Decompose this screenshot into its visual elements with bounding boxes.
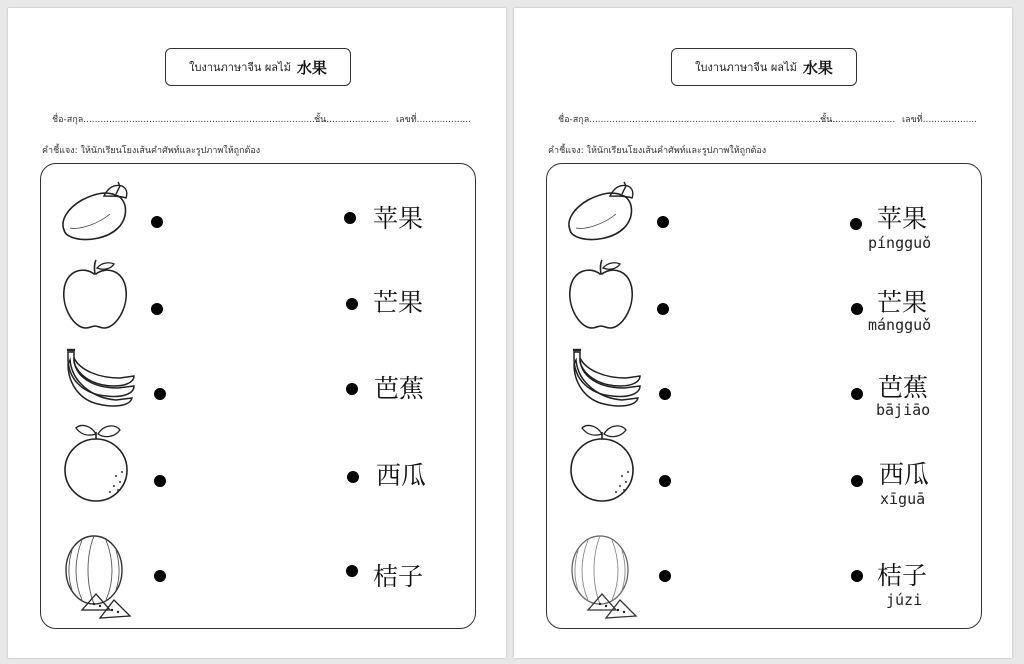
name-field: ชื่อ-สกุล....................................................................................... — [558, 115, 839, 125]
word-dot — [851, 475, 863, 487]
word-dot — [344, 212, 356, 224]
picture-dot — [659, 388, 671, 400]
word-pinyin: júzi — [886, 591, 923, 609]
banana-icon — [568, 348, 644, 410]
title-box — [671, 48, 857, 86]
word-dot — [346, 298, 358, 310]
word-dot — [346, 565, 358, 577]
word-dot — [346, 383, 358, 395]
watermelon-icon — [566, 530, 644, 622]
banana-icon — [62, 348, 138, 410]
apple-icon — [566, 258, 636, 332]
word-pinyin: mángguǒ — [868, 316, 932, 334]
title-box — [165, 48, 351, 86]
word-hanzi: 西瓜 — [376, 461, 427, 490]
name-field: ชื่อ-สกุล....................................................................................... — [52, 115, 333, 125]
word-hanzi: 芒果 — [373, 288, 424, 317]
word-dot — [851, 570, 863, 582]
word-hanzi: 芭蕉 — [374, 374, 425, 403]
picture-dot — [659, 570, 671, 582]
word-pinyin: píngguǒ — [868, 234, 932, 252]
word-pinyin: bājiāo — [876, 401, 931, 419]
student-info-row — [52, 112, 482, 126]
word-hanzi: 桔子 — [877, 561, 928, 590]
worksheet-page-left — [8, 8, 506, 658]
picture-dot — [154, 475, 166, 487]
number-field: เลขที่................... — [902, 115, 978, 125]
mango-icon — [58, 178, 134, 244]
grade-field: ชั้น...................... — [820, 115, 896, 125]
apple-icon — [60, 258, 130, 332]
word-dot — [347, 471, 359, 483]
picture-dot — [659, 475, 671, 487]
instruction-text: คำชี้แจง: ให้นักเรียนโยงเส้นคำศัพท์และรูปภาพให้ถูกต้อง — [42, 146, 261, 156]
mango-icon — [564, 178, 640, 244]
watermelon-icon — [60, 530, 138, 622]
title-thai: ใบงานภาษาจีน ผลไม้ — [695, 61, 797, 74]
word-pinyin: xīguā — [880, 490, 926, 508]
word-hanzi: 芒果 — [877, 288, 928, 317]
instruction-text: คำชี้แจง: ให้นักเรียนโยงเส้นคำศัพท์และรูปภาพให้ถูกต้อง — [548, 146, 767, 156]
title-thai: ใบงานภาษาจีน ผลไม้ — [189, 61, 291, 74]
word-dot — [851, 388, 863, 400]
title-chinese: 水果 — [802, 58, 833, 77]
word-hanzi: 苹果 — [373, 204, 424, 233]
picture-dot — [154, 570, 166, 582]
word-hanzi: 苹果 — [877, 204, 928, 233]
student-info-row — [558, 112, 988, 126]
picture-dot — [657, 216, 669, 228]
orange-icon — [566, 420, 640, 504]
picture-dot — [151, 216, 163, 228]
worksheet-page-right — [514, 8, 1012, 658]
word-hanzi: 西瓜 — [879, 460, 930, 489]
picture-dot — [151, 303, 163, 315]
word-hanzi: 桔子 — [373, 562, 424, 591]
picture-dot — [154, 388, 166, 400]
word-dot — [850, 218, 862, 230]
word-hanzi: 芭蕉 — [878, 373, 929, 402]
picture-dot — [657, 303, 669, 315]
grade-field: ชั้น...................... — [314, 115, 390, 125]
number-field: เลขที่................... — [396, 115, 472, 125]
orange-icon — [60, 420, 134, 504]
title-chinese: 水果 — [296, 58, 327, 77]
word-dot — [851, 303, 863, 315]
